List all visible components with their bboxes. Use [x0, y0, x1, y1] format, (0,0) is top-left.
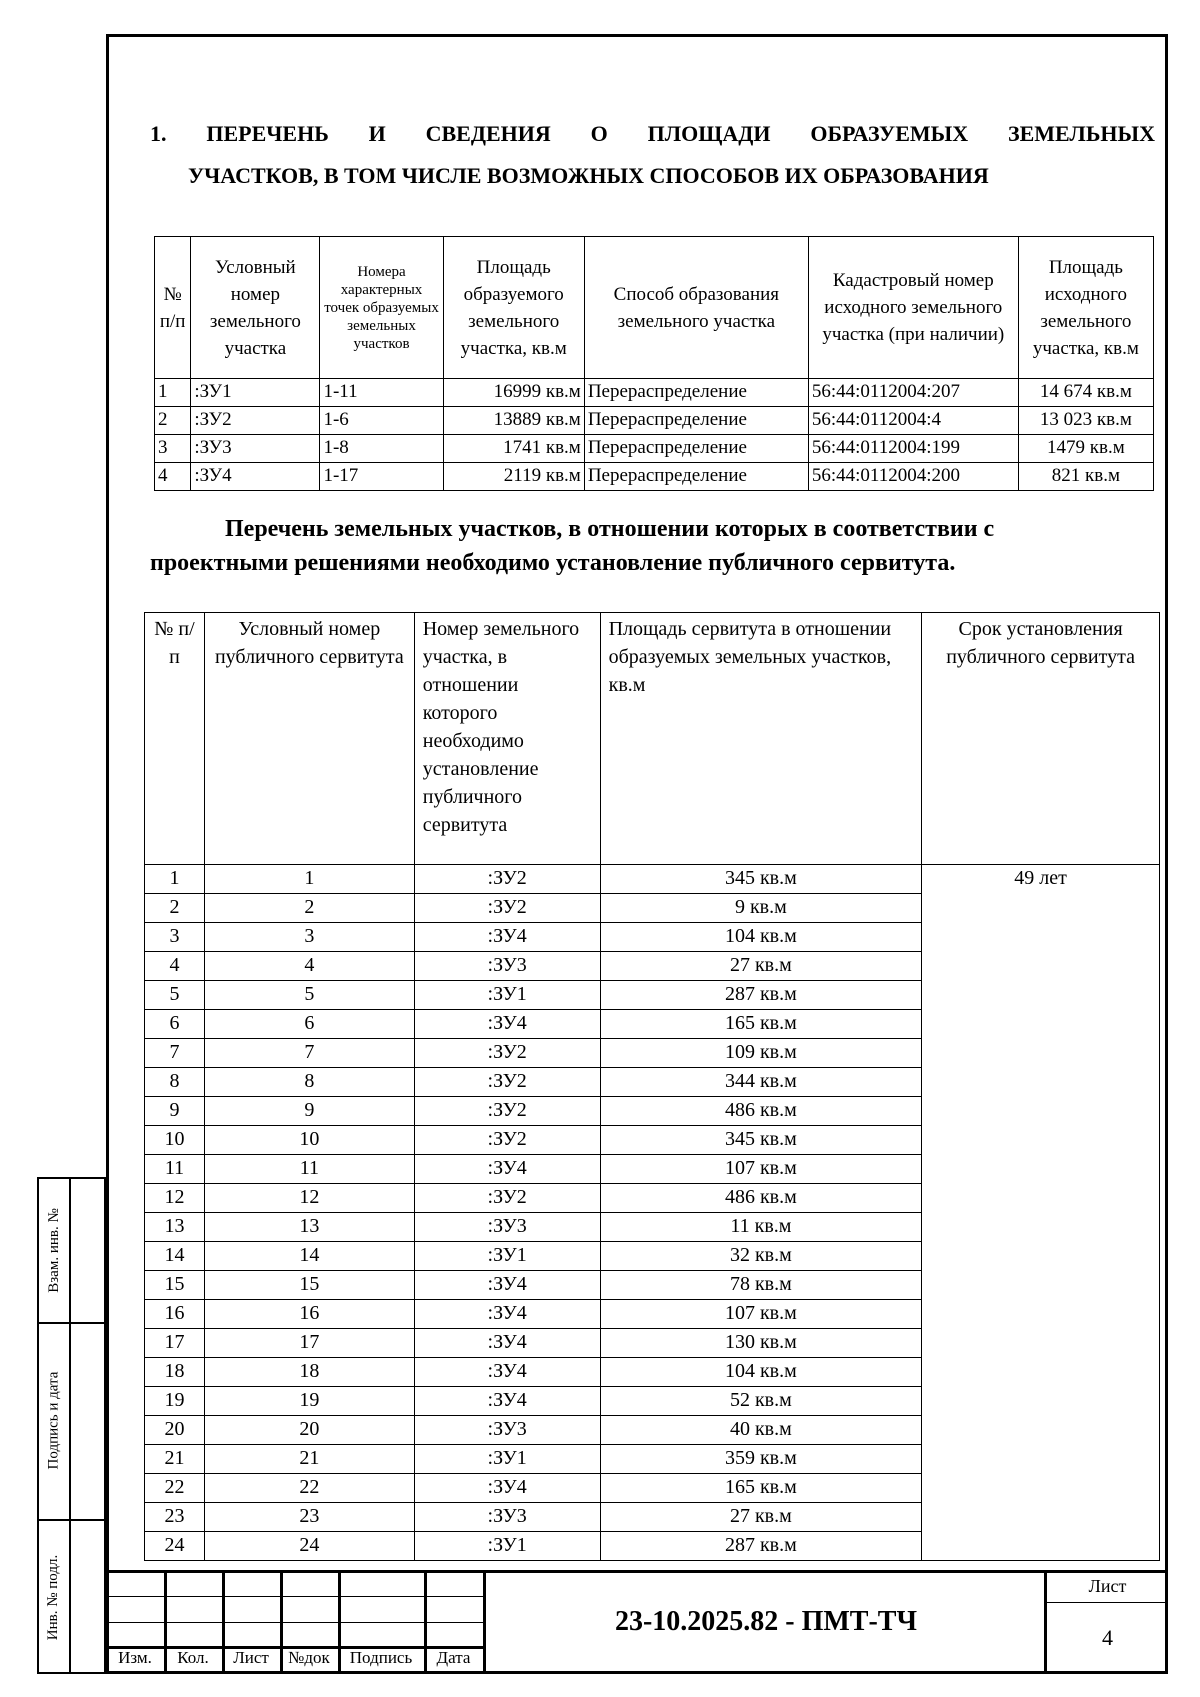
table-cell: 18: [145, 1358, 205, 1387]
table-cell: 165 кв.м: [600, 1010, 922, 1039]
table-cell: 8: [204, 1068, 414, 1097]
title-word: И: [368, 121, 386, 146]
table-cell: 9 кв.м: [600, 894, 922, 923]
servitude-term-cell: 49 лет: [922, 865, 1160, 1561]
land-plots-table: [154, 236, 1154, 491]
table-cell: 17: [145, 1329, 205, 1358]
table-cell: :ЗУ4: [191, 463, 320, 491]
table-cell: 1-8: [320, 435, 443, 463]
table-cell: 27 кв.м: [600, 952, 922, 981]
table-cell: :ЗУ4: [414, 1474, 600, 1503]
col-label-signature: Подпись: [349, 1648, 413, 1667]
revision-grid: [106, 1570, 484, 1674]
table-cell: 14: [204, 1242, 414, 1271]
table-cell: 345 кв.м: [600, 1126, 922, 1155]
table-cell: 1479 кв.м: [1018, 435, 1153, 463]
table-row: [155, 379, 1154, 407]
table-cell: 12: [204, 1184, 414, 1213]
header-cell: Площадь сервитута в отношении образуемых земельных участков, кв.м: [600, 613, 922, 865]
servitude-table: [144, 612, 1160, 1561]
table-cell: 2119 кв.м: [443, 463, 584, 491]
table-header-row: [145, 613, 1160, 865]
col-label-doc-number: №док: [288, 1648, 330, 1667]
table-cell: 10: [145, 1126, 205, 1155]
table-cell: 2: [145, 894, 205, 923]
table-cell: 287 кв.м: [600, 981, 922, 1010]
table-cell: 287 кв.м: [600, 1532, 922, 1561]
table-cell: 4: [204, 952, 414, 981]
table-cell: Перераспределение: [584, 435, 808, 463]
table-cell: 15: [204, 1271, 414, 1300]
table-cell: 17: [204, 1329, 414, 1358]
table-cell: 21: [204, 1445, 414, 1474]
table-cell: 2: [204, 894, 414, 923]
table-cell: 3: [204, 923, 414, 952]
title-block: [106, 1570, 1168, 1674]
sheet-box: [1044, 1570, 1168, 1674]
table-cell: :ЗУ4: [414, 1329, 600, 1358]
table-cell: 19: [204, 1387, 414, 1416]
table-cell: 344 кв.м: [600, 1068, 922, 1097]
table-cell: 56:44:0112004:200: [808, 463, 1018, 491]
table-cell: 13889 кв.м: [443, 407, 584, 435]
table-cell: 1: [155, 379, 191, 407]
table-cell: :ЗУ3: [414, 1213, 600, 1242]
title-word: ОБРАЗУЕМЫХ: [810, 121, 969, 146]
table-cell: 12: [145, 1184, 205, 1213]
sheet-label: Лист: [1047, 1570, 1168, 1603]
table-cell: :ЗУ4: [414, 1358, 600, 1387]
table-cell: 56:44:0112004:207: [808, 379, 1018, 407]
header-cell: Номер земельного участка, в отношении которого необходимо установление публичного сервитута: [414, 613, 600, 865]
table-cell: 107 кв.м: [600, 1155, 922, 1184]
table-cell: :ЗУ3: [414, 1416, 600, 1445]
header-cell: Срок установления публичного сервитута: [922, 613, 1160, 865]
table-cell: 6: [204, 1010, 414, 1039]
table-cell: :ЗУ4: [414, 923, 600, 952]
col-label-sheet: Лист: [233, 1648, 269, 1667]
table-cell: 1-11: [320, 379, 443, 407]
servitude-list-title: Перечень земельных участков, в отношении которых в соответствии с проектными решениями необходимо установление публичного сервитута.: [150, 516, 995, 576]
table-cell: 359 кв.м: [600, 1445, 922, 1474]
table-cell: 1: [204, 865, 414, 894]
table-cell: 486 кв.м: [600, 1097, 922, 1126]
table-cell: 24: [204, 1532, 414, 1561]
table-cell: :ЗУ1: [191, 379, 320, 407]
table-cell: 23: [145, 1503, 205, 1532]
table-cell: :ЗУ2: [414, 1184, 600, 1213]
side-label-original-inv: Инв. № подл.: [45, 1554, 62, 1641]
table-cell: :ЗУ2: [414, 865, 600, 894]
table-cell: 13 023 кв.м: [1018, 407, 1153, 435]
table-cell: 1741 кв.м: [443, 435, 584, 463]
table-cell: 16: [204, 1300, 414, 1329]
table-cell: :ЗУ2: [414, 1068, 600, 1097]
table-cell: 14: [145, 1242, 205, 1271]
table-cell: :ЗУ4: [414, 1155, 600, 1184]
table-cell: 15: [145, 1271, 205, 1300]
table-cell: 3: [155, 435, 191, 463]
table-cell: 1-6: [320, 407, 443, 435]
table-cell: 56:44:0112004:199: [808, 435, 1018, 463]
table-cell: 40 кв.м: [600, 1416, 922, 1445]
table-cell: :ЗУ3: [414, 1503, 600, 1532]
table-cell: 27 кв.м: [600, 1503, 922, 1532]
table-cell: 109 кв.м: [600, 1039, 922, 1068]
table-cell: :ЗУ3: [191, 435, 320, 463]
table-cell: 345 кв.м: [600, 865, 922, 894]
table-cell: 52 кв.м: [600, 1387, 922, 1416]
table-cell: 6: [145, 1010, 205, 1039]
table-cell: 13: [204, 1213, 414, 1242]
table-cell: 165 кв.м: [600, 1474, 922, 1503]
table-cell: 486 кв.м: [600, 1184, 922, 1213]
table-cell: :ЗУ4: [414, 1010, 600, 1039]
table-cell: 22: [204, 1474, 414, 1503]
table-cell: 4: [155, 463, 191, 491]
table-cell: 3: [145, 923, 205, 952]
table-cell: 9: [204, 1097, 414, 1126]
table-cell: 1: [145, 865, 205, 894]
table-cell: 104 кв.м: [600, 923, 922, 952]
table-cell: 11 кв.м: [600, 1213, 922, 1242]
table-cell: 16: [145, 1300, 205, 1329]
side-stamp: [37, 1177, 106, 1674]
table-cell: 104 кв.м: [600, 1358, 922, 1387]
table-cell: 2: [155, 407, 191, 435]
header-cell: Номера характерных точек образуемых земельных участков: [320, 237, 443, 379]
header-cell: Способ образования земельного участка: [584, 237, 808, 379]
sheet-number: 4: [1102, 1625, 1113, 1650]
table-cell: 24: [145, 1532, 205, 1561]
table-cell: 9: [145, 1097, 205, 1126]
table-cell: 13: [145, 1213, 205, 1242]
header-cell: Условный номер земельного участка: [191, 237, 320, 379]
table-cell: :ЗУ1: [414, 1242, 600, 1271]
title-word: ЗЕМЕЛЬНЫХ: [1008, 121, 1155, 146]
table-cell: 5: [204, 981, 414, 1010]
table-cell: 7: [145, 1039, 205, 1068]
table-cell: 11: [204, 1155, 414, 1184]
table-cell: 22: [145, 1474, 205, 1503]
table-cell: :ЗУ1: [414, 981, 600, 1010]
title-word: ПЛОЩАДИ: [647, 121, 771, 146]
title-word: О: [590, 121, 608, 146]
table-cell: Перераспределение: [584, 407, 808, 435]
table-cell: 10: [204, 1126, 414, 1155]
table-cell: 56:44:0112004:4: [808, 407, 1018, 435]
header-cell: Условный номер публичного сервитута: [204, 613, 414, 865]
header-cell: Площадь образуемого земельного участка, кв.м: [443, 237, 584, 379]
table-cell: :ЗУ2: [191, 407, 320, 435]
table-cell: 20: [204, 1416, 414, 1445]
table-cell: :ЗУ4: [414, 1271, 600, 1300]
document-code: 23-10.2025.82 - ПМТ-ТЧ: [614, 1606, 918, 1637]
table-cell: :ЗУ1: [414, 1445, 600, 1474]
table-cell: :ЗУ2: [414, 894, 600, 923]
header-cell: № п/п: [145, 613, 205, 865]
table-cell: 14 674 кв.м: [1018, 379, 1153, 407]
col-label-change: Изм.: [118, 1648, 152, 1667]
table-header-row: [155, 237, 1154, 379]
side-label-signature-date: Подпись и дата: [45, 1371, 62, 1470]
table-cell: 4: [145, 952, 205, 981]
table-cell: :ЗУ2: [414, 1097, 600, 1126]
table-cell: 5: [145, 981, 205, 1010]
table-cell: 7: [204, 1039, 414, 1068]
title-word: СВЕДЕНИЯ: [425, 121, 551, 146]
col-label-date: Дата: [436, 1648, 471, 1667]
table-cell: 107 кв.м: [600, 1300, 922, 1329]
col-label-count: Кол.: [177, 1648, 209, 1667]
table-cell: 1-17: [320, 463, 443, 491]
section-title: 1. ПЕРЕЧЕНЬ И СВЕДЕНИЯ О ПЛОЩАДИ ОБРАЗУЕМЫХ ЗЕМЕЛЬНЫХ УЧАСТКОВ, В ТОМ ЧИСЛЕ ВОЗМОЖНЫХ СПОСОБОВ ИХ ОБРАЗОВАНИЯ: [150, 113, 1155, 197]
table-cell: :ЗУ1: [414, 1532, 600, 1561]
table-cell: 18: [204, 1358, 414, 1387]
table-cell: :ЗУ3: [414, 952, 600, 981]
table-cell: :ЗУ4: [414, 1387, 600, 1416]
table-cell: 78 кв.м: [600, 1271, 922, 1300]
table-row: [145, 865, 1160, 894]
table-cell: 21: [145, 1445, 205, 1474]
table-row: [155, 407, 1154, 435]
table-cell: 11: [145, 1155, 205, 1184]
table-cell: :ЗУ2: [414, 1039, 600, 1068]
table-cell: 8: [145, 1068, 205, 1097]
table-cell: 19: [145, 1387, 205, 1416]
table-cell: :ЗУ2: [414, 1126, 600, 1155]
table-row: [155, 435, 1154, 463]
table-cell: 20: [145, 1416, 205, 1445]
title-word: ПЕРЕЧЕНЬ: [206, 121, 329, 146]
table-cell: 23: [204, 1503, 414, 1532]
table-cell: 130 кв.м: [600, 1329, 922, 1358]
table-cell: 821 кв.м: [1018, 463, 1153, 491]
side-label-replacement-inv: Взам. инв. №: [45, 1208, 62, 1293]
table-row: [155, 463, 1154, 491]
table-cell: 32 кв.м: [600, 1242, 922, 1271]
table-cell: :ЗУ4: [414, 1300, 600, 1329]
header-cell: Площадь исходного земельного участка, кв.м: [1018, 237, 1153, 379]
header-cell: № п/п: [155, 237, 191, 379]
table-cell: Перераспределение: [584, 379, 808, 407]
header-cell: Кадастровый номер исходного земельного участка (при наличии): [808, 237, 1018, 379]
table-cell: Перераспределение: [584, 463, 808, 491]
table-cell: 16999 кв.м: [443, 379, 584, 407]
